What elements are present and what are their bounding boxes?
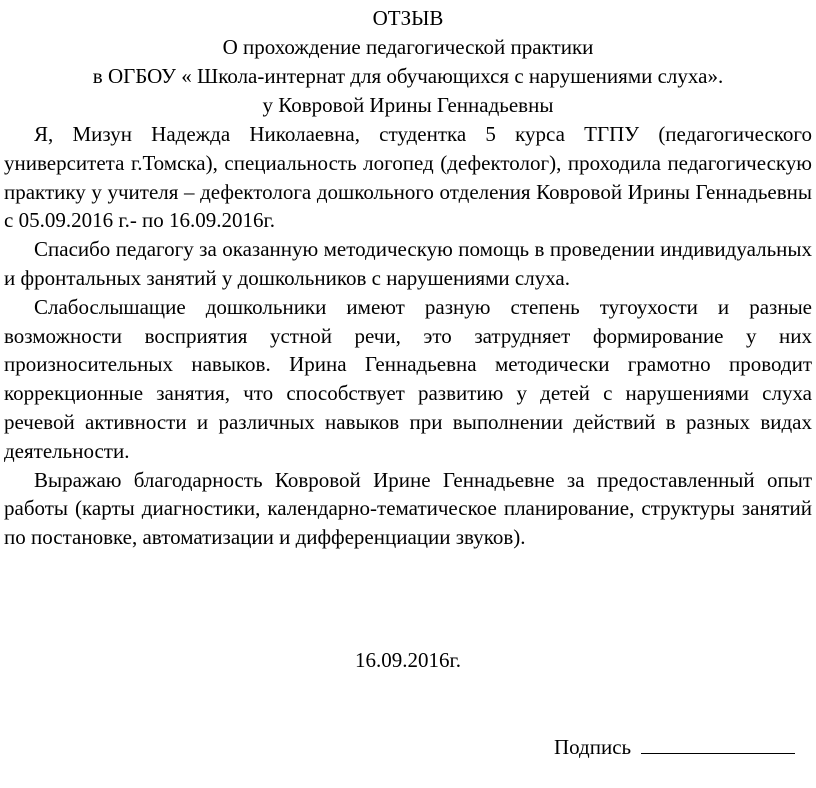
subtitle-teacher: у Ковровой Ирины Геннадьевны <box>262 93 554 117</box>
paragraph-thanks: Спасибо педагогу за оказанную методическую помощь в проведении индивидуальных и фронтальных занятий у дошкольников с нарушениями слуха. <box>4 237 812 290</box>
document-title: ОТЗЫВ <box>372 6 444 30</box>
signature-line <box>641 735 795 754</box>
paragraph-intro: Я, Мизун Надежда Николаевна, студентка 5 курса ТГПУ (педагогического университета г.Томска), специальность логопед (дефектолог), проходила педагогическую практику у учителя – дефектолога дошкольного отделения Ковровой Ирины Геннадьевны с 05.09.2016 г.- по 16.09.2016г. <box>4 122 812 233</box>
signature-label: Подпись <box>554 735 632 759</box>
document-page <box>4 0 812 788</box>
document-body <box>4 120 812 552</box>
subtitle-school: в ОГБОУ « Школа-интернат для обучающихся с нарушениями слуха». <box>92 64 724 88</box>
document-date: 16.09.2016г. <box>355 648 461 672</box>
paragraph-observation: Слабослышащие дошкольники имеют разную степень тугоухости и разные возможности восприятия устной речи, это затрудняет формирование у них произносительных навыков. Ирина Геннадьевна методически грамотно проводит коррекционные занятия, что способствует развитию у детей с нарушениями слуха речевой активности и различных навыков при выполнении действий в разных видах деятельности. <box>4 294 812 463</box>
subtitle-practice: О прохождение педагогической практики <box>222 35 594 59</box>
signature-block <box>554 733 795 762</box>
paragraph-gratitude: Выражаю благодарность Ковровой Ирине Геннадьевне за предоставленный опыт работы (карты диагностики, календарно-тематическое планирование, структуры занятий по постановке, автоматизации и дифференциации звуков). <box>4 467 812 550</box>
